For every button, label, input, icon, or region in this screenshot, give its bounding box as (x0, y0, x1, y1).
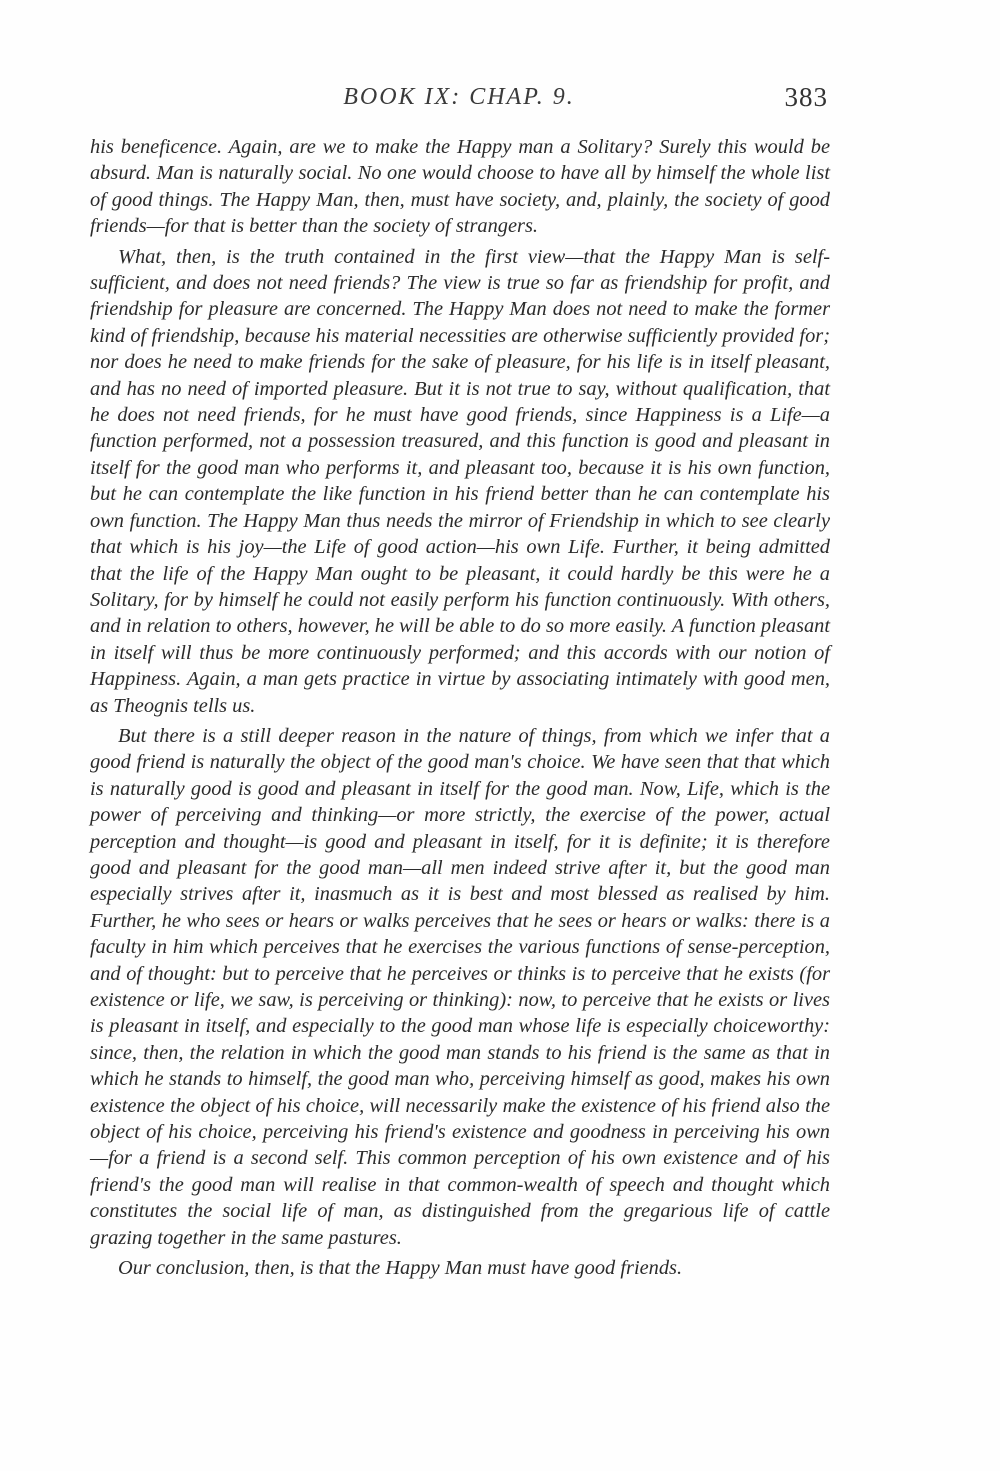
paragraph-deeper-reason: But there is a still deeper reason in the nature of things, from which we infer that a good friend is naturally the object of the good man's choice. We have seen that that which is naturally good is good and pleasant in itself for the good man. Now, Life, which is the power of perceiving and thinking—or more strictly, the exercise of the power, actual perception and thought—is good and pleasant in itself, for it is definite; it is therefore good and pleasant for the good man—all men indeed strive after it, but the good man especially strives after it, inasmuch as it is best and most blessed as realised by him. Further, he who sees or hears or walks perceives that he sees or hears or walks: there is a faculty in him which perceives that he exercises the various functions of sense-perception, and of thought: but to perceive that he perceives or thinks is to perceive that he exists (for existence or life, we saw, is perceiving or thinking): now, to perceive that he exists or lives is pleasant in itself, and especially to the good man whose life is especially choiceworthy: since, then, the relation in which the good man stands to his friend is the same as that in which he stands to himself, the good man who, perceiving himself as good, makes his own existence the object of his choice, will necessarily make the existence of his friend also the object of his choice, perceiving his friend's existence and goodness in perceiving his own—for a friend is a second self. This common perception of his own existence and of his friend's the good man will realise in that common-wealth of speech and thought which constitutes the social life of man, as distinguished from the gregarious life of cattle grazing together in the same pastures. (90, 724, 830, 1249)
running-title: BOOK IX: CHAP. 9. (343, 84, 575, 110)
paragraph-conclusion: Our conclusion, then, is that the Happy Man must have good friends. (118, 1257, 683, 1280)
paragraph-first-view: What, then, is the truth contained in the first view—that the Happy Man is self-sufficient, and does not need friends? The view is true so far as friendship for profit, and friendship for pleasure are concerned. The Happy Man does not need to make the former kind of friendship, because his material necessities are otherwise sufficiently provided for; nor does he need to make friends for the sake of pleasure, for his life is in itself pleasant, and has no need of imported pleasure. But it is not true to say, without qualification, that he does not need friends, for he must have good friends, since Happiness is a Life—a function performed, not a possession treasured, and this function is good and pleasant in itself for the good man who performs it, and pleasant too, because it is his own function, but he can contemplate the like function in his friend better than he can contemplate his own function. The Happy Man thus needs the mirror of Friendship in which to see clearly that which is his joy—the Life of good action—his own Life. Further, it being admitted that the life of the Happy Man ought to be pleasant, it could hardly be this were he a Solitary, for by himself he could not easily perform his function continuously. With others, and in relation to others, however, he will be able to do so more easily. A function pleasant in itself will thus be more continuously performed; and this accords with our notion of Happiness. Again, a man gets practice in virtue by associating intimately with good men, as Theognis tells us. (90, 245, 830, 717)
page-number: 383 (784, 82, 828, 112)
body-text (90, 134, 830, 1283)
running-head (90, 84, 828, 124)
paragraph-continuation: his beneficence. Again, are we to make the Happy man a Solitary? Surely this would be absurd. Man is naturally social. No one would choose to have all by himself the whole list of good things. The Happy Man, then, must have society, and, plainly, the society of good friends—for that is better than the society of strangers. (90, 136, 830, 238)
